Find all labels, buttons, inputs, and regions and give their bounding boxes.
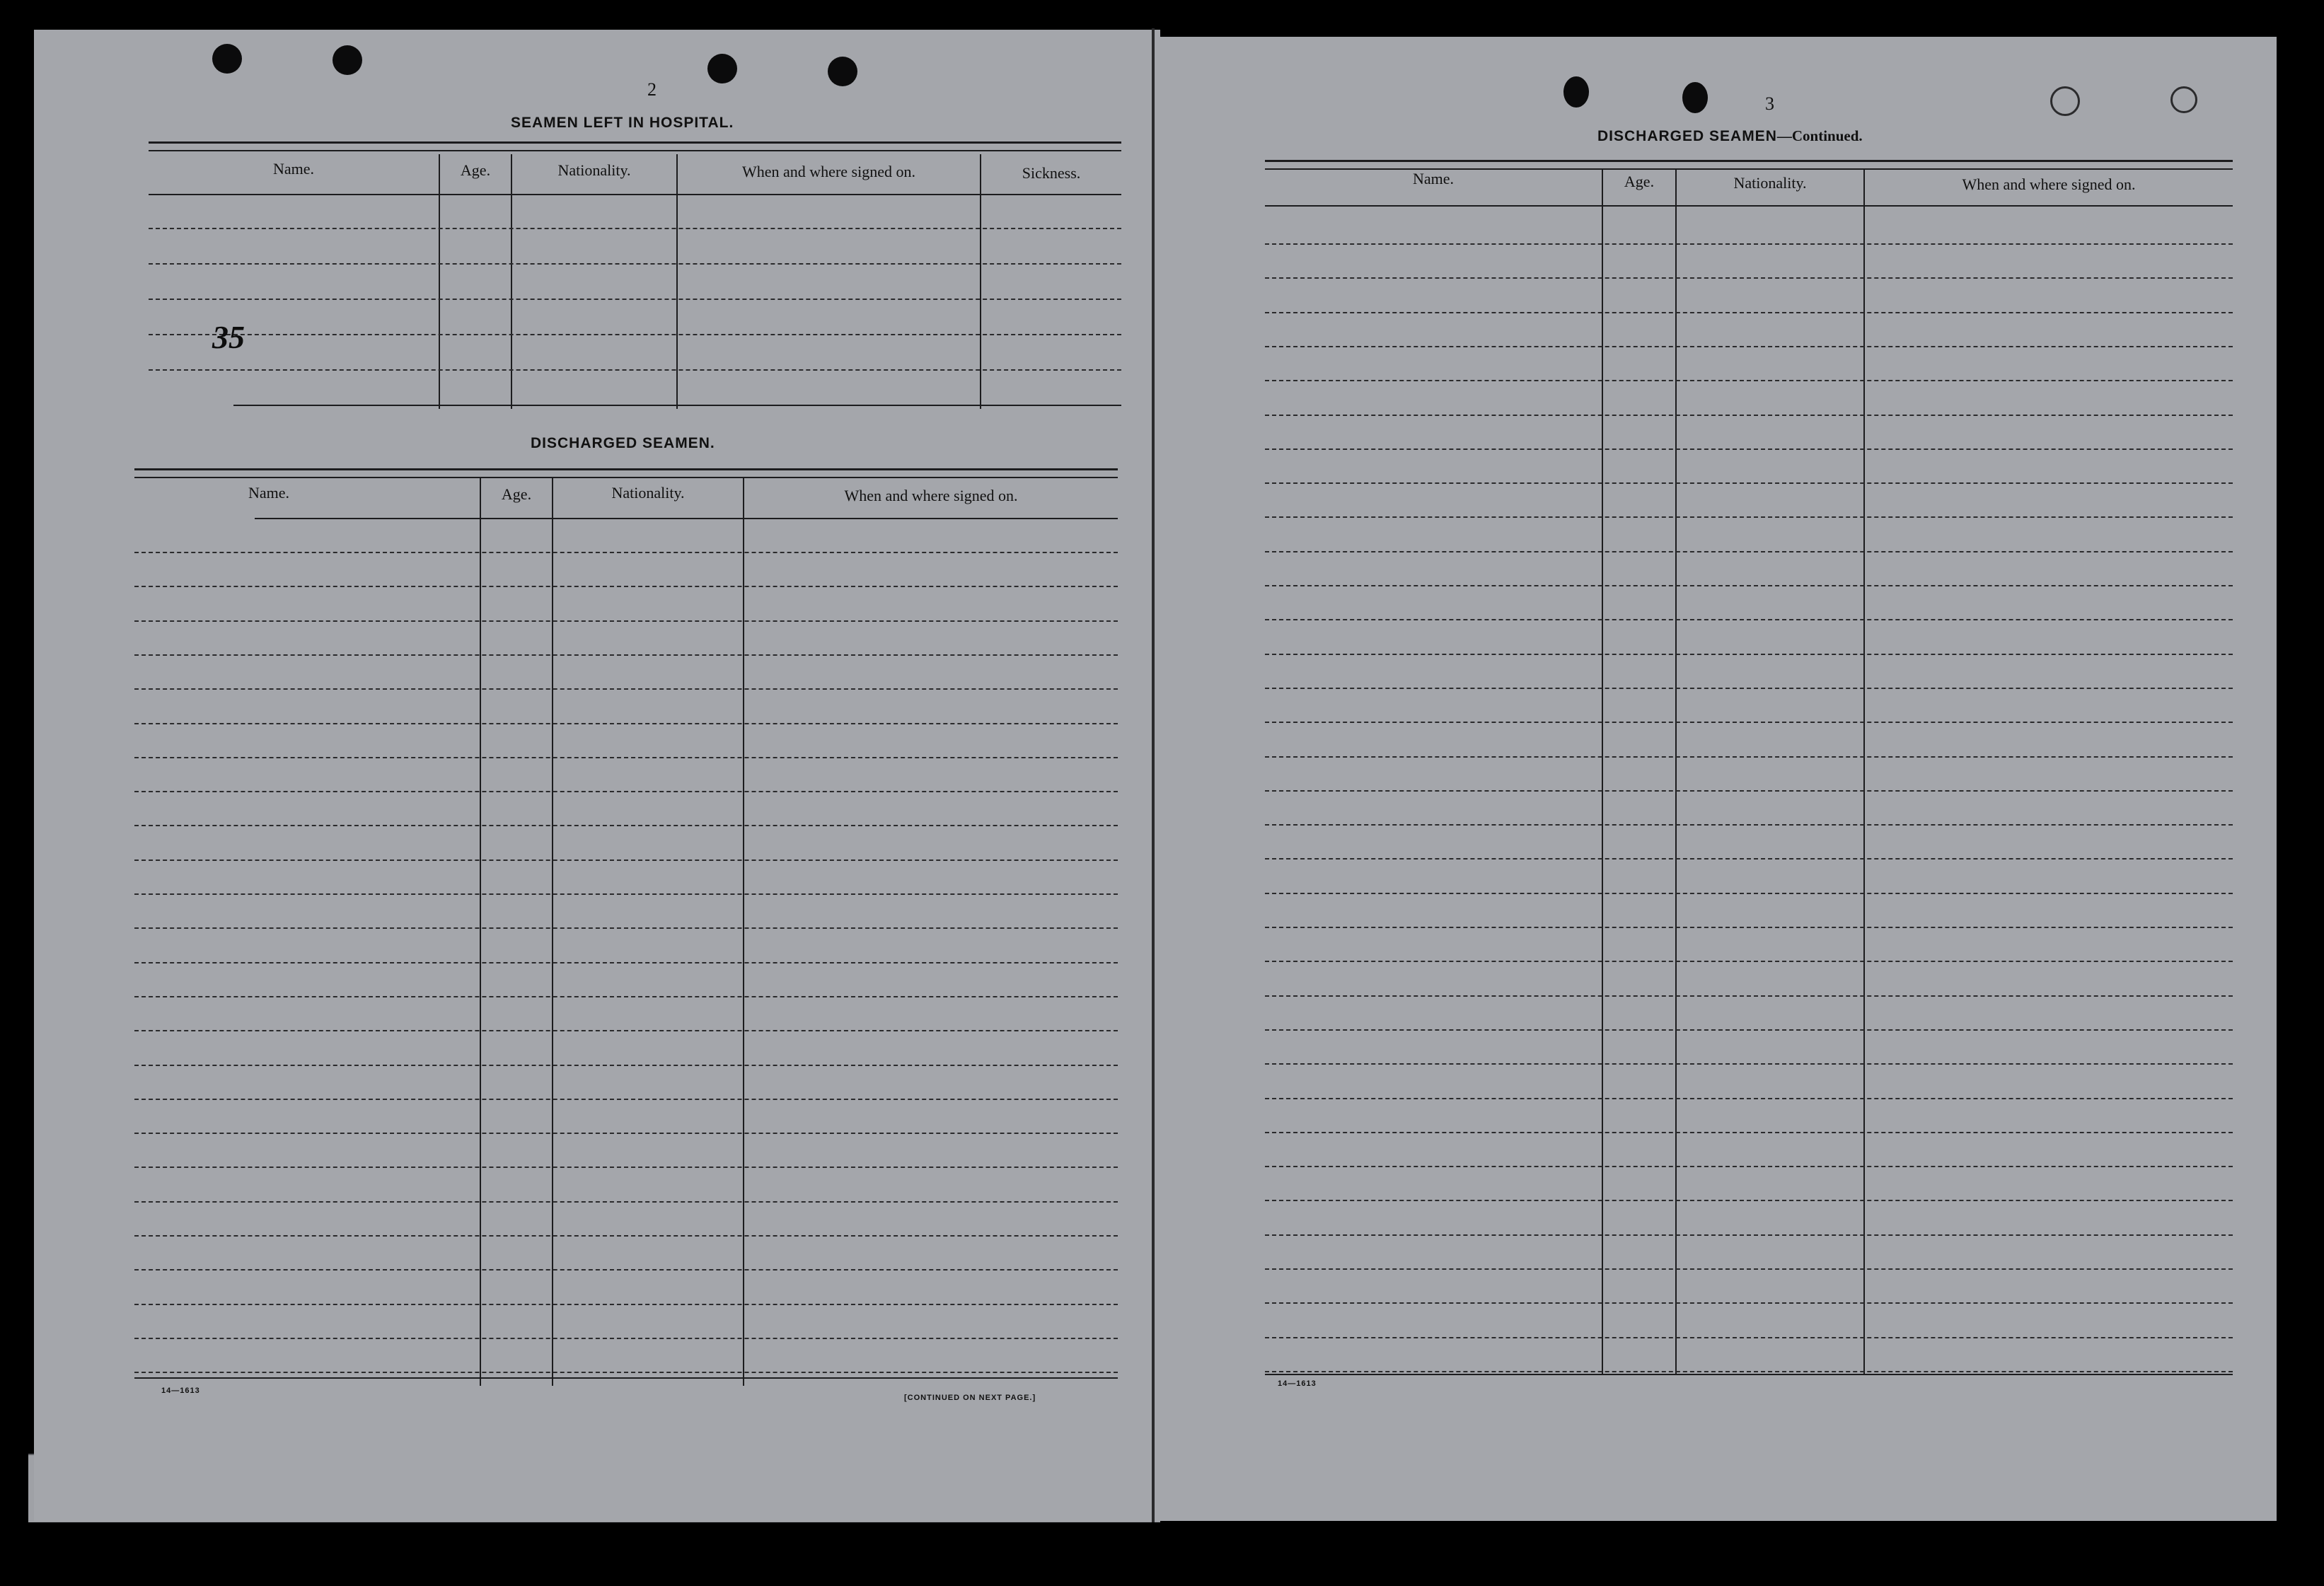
column-header-nationality: Nationality. (611, 484, 685, 502)
row-line (1265, 824, 2233, 826)
column-header-sickness: Sickness. (1022, 164, 1081, 182)
row-line (134, 620, 1118, 622)
row-line (134, 893, 1118, 895)
row-line (1265, 1132, 2233, 1133)
column-divider (511, 154, 512, 409)
row-line (134, 757, 1118, 758)
row-line (1265, 654, 2233, 655)
row-line (1265, 893, 2233, 894)
row-line (149, 369, 1121, 371)
row-line (1265, 1098, 2233, 1099)
table-bottom-rule (1265, 1374, 2233, 1375)
row-line (134, 688, 1118, 690)
row-line (134, 1338, 1118, 1339)
row-line (134, 1372, 1118, 1373)
row-line (1265, 619, 2233, 620)
column-header-signed-on: When and where signed on. (844, 487, 1018, 504)
row-line (1265, 585, 2233, 586)
column-header-nationality: Nationality. (1733, 174, 1807, 192)
row-line (1265, 312, 2233, 313)
punch-hole-ring (2170, 86, 2197, 113)
column-header-age: Age. (501, 485, 532, 503)
row-line (1265, 722, 2233, 723)
row-line (1265, 688, 2233, 689)
row-line (134, 723, 1118, 724)
column-header-signed-on: When and where signed on. (1962, 175, 2136, 193)
row-line (149, 334, 1121, 335)
column-divider (676, 154, 678, 409)
column-header-name: Name. (248, 484, 290, 502)
discharged-continued-table (1265, 160, 2233, 1375)
table-top-rule (134, 468, 1118, 478)
title-main: DISCHARGED SEAMEN (1597, 128, 1777, 144)
hospital-table (149, 141, 1121, 410)
column-header-name: Name. (272, 160, 315, 178)
column-header-age: Age. (460, 161, 491, 179)
row-line (1265, 448, 2233, 450)
header-underline (149, 194, 1121, 195)
header-underline (1265, 205, 2233, 207)
row-line (134, 927, 1118, 929)
table-top-rule (1265, 160, 2233, 170)
row-line (1265, 551, 2233, 552)
row-line (134, 1201, 1118, 1203)
row-line (134, 1269, 1118, 1270)
row-line (134, 552, 1118, 553)
punch-hole (212, 44, 242, 74)
section-title-discharged: DISCHARGED SEAMEN. (531, 435, 715, 451)
row-line (149, 228, 1121, 229)
punch-hole (333, 45, 362, 75)
row-line (1265, 1029, 2233, 1031)
row-line (1265, 1302, 2233, 1304)
column-header-name: Name. (1412, 170, 1455, 187)
row-line (134, 1167, 1118, 1168)
section-title-hospital: SEAMEN LEFT IN HOSPITAL. (511, 115, 734, 131)
section-title-discharged-continued (1597, 127, 1863, 145)
row-line (1265, 1063, 2233, 1065)
row-line (134, 1133, 1118, 1134)
row-line (1265, 995, 2233, 997)
title-continued: —Continued. (1776, 127, 1863, 144)
row-line (134, 1304, 1118, 1305)
row-line (1265, 1371, 2233, 1372)
row-line (1265, 790, 2233, 792)
table-top-rule (149, 141, 1121, 151)
column-divider (1863, 168, 1865, 1375)
column-header-nationality: Nationality. (557, 161, 631, 179)
column-divider (743, 477, 744, 1386)
continued-note: [CONTINUED ON NEXT PAGE.] (904, 1394, 1036, 1402)
row-line (1265, 927, 2233, 928)
row-line (149, 299, 1121, 300)
table-bottom-rule (134, 1377, 1118, 1379)
row-line (1265, 346, 2233, 347)
column-header-age: Age. (1624, 173, 1655, 190)
row-line (1265, 1234, 2233, 1236)
row-line (134, 791, 1118, 792)
row-line (1265, 243, 2233, 245)
row-line (134, 859, 1118, 861)
handwritten-mark: 35 (212, 319, 245, 355)
row-line (1265, 380, 2233, 381)
row-line (134, 962, 1118, 963)
form-number: 14—1613 (1278, 1379, 1317, 1388)
row-line (1265, 1337, 2233, 1338)
row-line (134, 996, 1118, 997)
row-line (1265, 415, 2233, 416)
column-divider (1602, 168, 1603, 1375)
column-header-signed-on: When and where signed on. (742, 163, 915, 180)
row-line (1265, 961, 2233, 962)
page-number: 2 (647, 79, 657, 100)
column-divider (552, 477, 553, 1386)
row-line (1265, 1200, 2233, 1201)
punch-hole (1682, 82, 1708, 113)
row-line (1265, 516, 2233, 518)
row-line (1265, 482, 2233, 484)
discharged-table (134, 468, 1118, 1377)
row-line (134, 825, 1118, 826)
punch-hole (828, 57, 857, 86)
center-fold (1152, 28, 1155, 1522)
header-underline (255, 518, 1118, 519)
row-line (134, 1065, 1118, 1066)
row-line (134, 1030, 1118, 1031)
punch-hole (1563, 76, 1589, 108)
row-line (1265, 756, 2233, 758)
row-line (1265, 1166, 2233, 1167)
punch-hole-ring (2050, 86, 2080, 116)
column-divider (480, 477, 481, 1386)
row-line (1265, 858, 2233, 859)
row-line (1265, 277, 2233, 279)
form-number: 14—1613 (161, 1387, 200, 1395)
row-line (149, 263, 1121, 265)
column-divider (980, 154, 981, 409)
row-line (134, 586, 1118, 587)
column-divider (1675, 168, 1677, 1375)
punch-hole (707, 54, 737, 83)
row-line (134, 1099, 1118, 1100)
column-divider (439, 154, 440, 409)
page-number: 3 (1765, 93, 1774, 114)
row-line (1265, 1268, 2233, 1270)
table-bottom-rule (233, 405, 1121, 406)
row-line (134, 1235, 1118, 1237)
row-line (134, 654, 1118, 656)
